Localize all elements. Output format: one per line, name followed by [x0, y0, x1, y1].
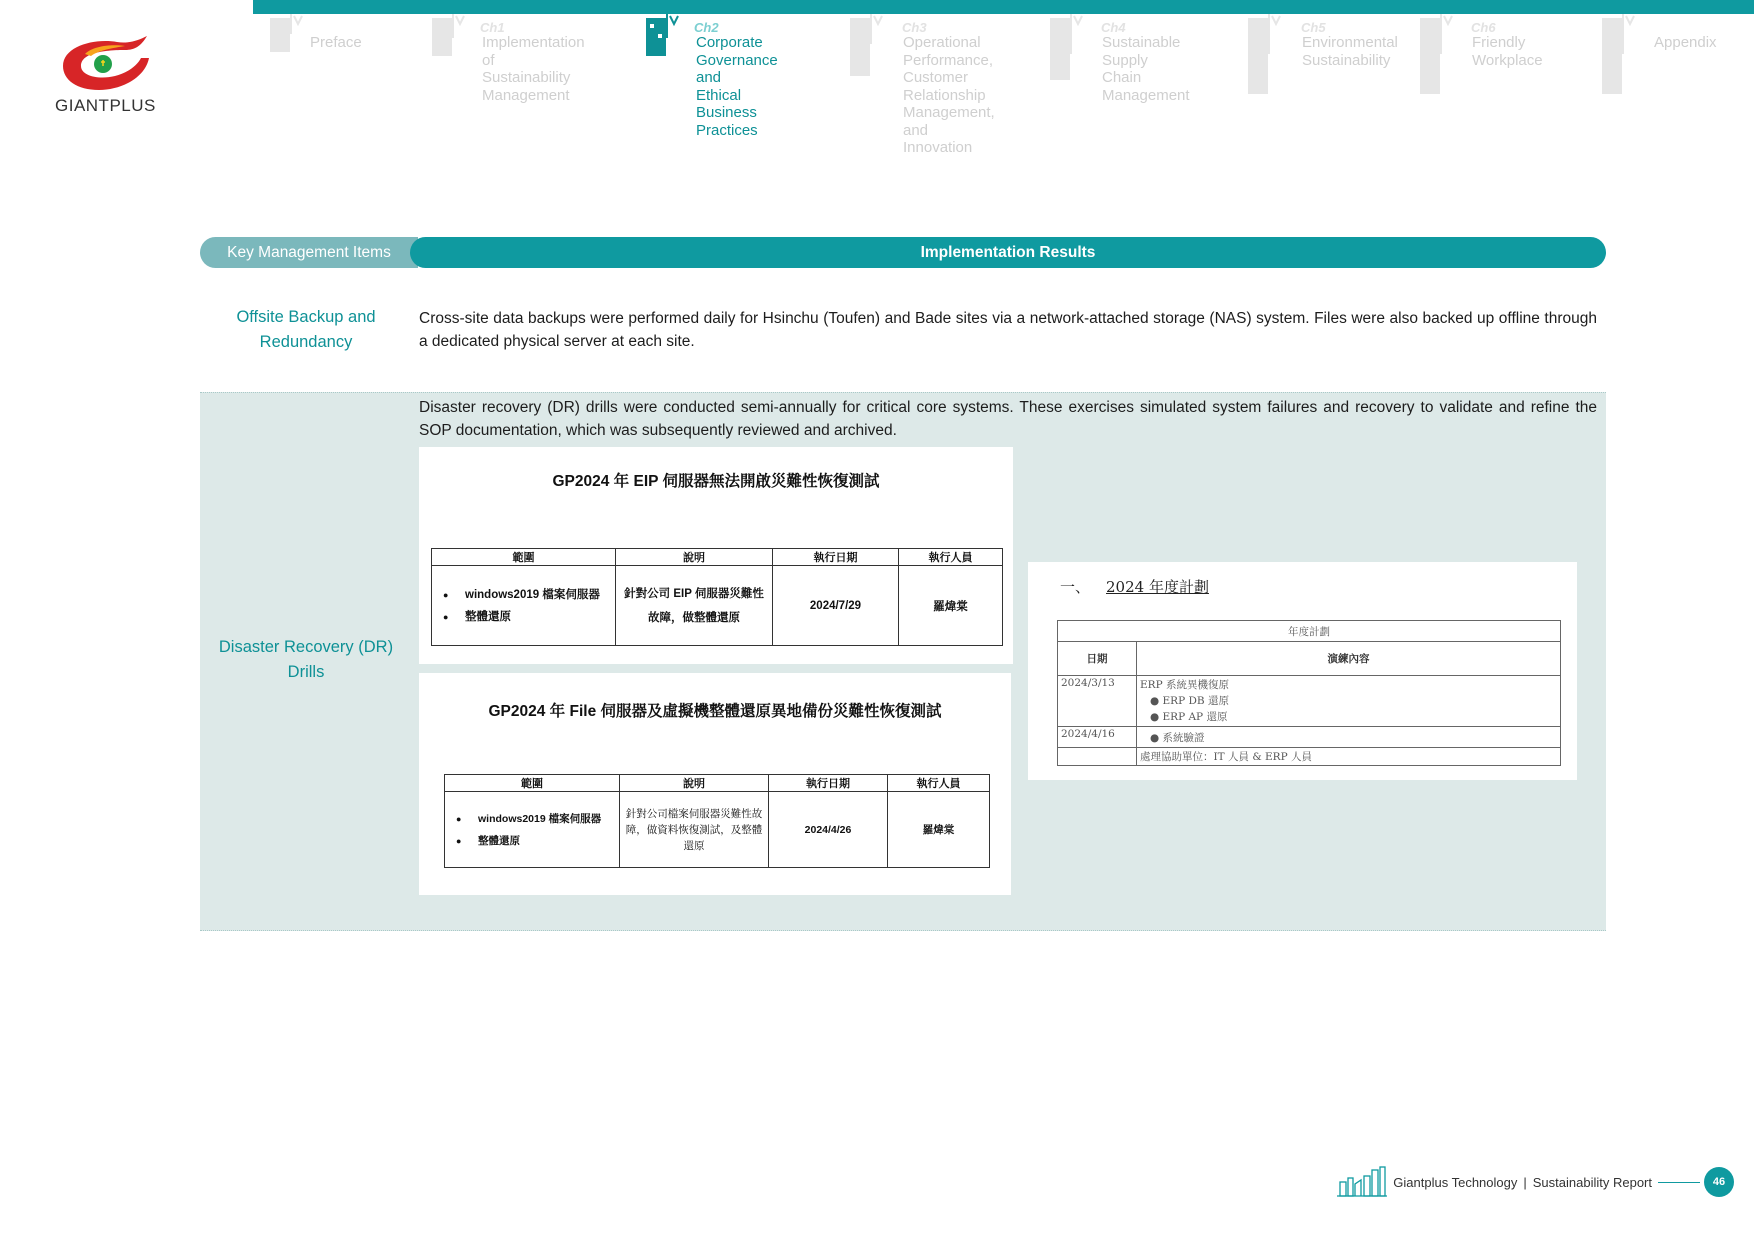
table-row — [445, 792, 990, 868]
building-icon — [1048, 14, 1094, 94]
table-row — [1058, 676, 1561, 727]
scope-item: ● 整體還原 — [448, 830, 616, 852]
column-header: 範圍 — [432, 549, 616, 566]
nav-chapter-number: Ch6 — [1471, 20, 1496, 35]
building-icon — [644, 14, 690, 94]
city-skyline-icon — [1335, 1166, 1389, 1198]
date-cell: 2024/3/13 — [1058, 676, 1137, 727]
eip-recovery-test-document — [419, 447, 1013, 664]
building-icon — [430, 14, 476, 94]
footer-divider — [1658, 1182, 1700, 1183]
nav-chapter-number: Ch5 — [1301, 20, 1326, 35]
person-cell: 羅煒棠 — [888, 792, 990, 868]
nav-chapter-number: Ch1 — [480, 20, 505, 35]
nav-chapter-number: Ch4 — [1101, 20, 1126, 35]
file-server-recovery-table — [444, 774, 990, 868]
header-key-management-items: Key Management Items — [200, 237, 418, 268]
column-header: 說明 — [616, 549, 773, 566]
footer-report-title: Sustainability Report — [1532, 1174, 1652, 1190]
building-icon — [1246, 14, 1292, 94]
nav-chapter-number: Ch3 — [902, 20, 927, 35]
column-header: 執行人員 — [888, 775, 990, 792]
eip-recovery-table — [431, 548, 1003, 646]
nav-label: Corporate Governance and Ethical Business Practices — [696, 34, 778, 139]
nav-label: Sustainable Supply Chain Management — [1102, 34, 1190, 104]
column-header: 執行日期 — [769, 775, 888, 792]
scope-item: ● 整體還原 — [435, 606, 612, 628]
building-icon — [268, 14, 314, 94]
document-title: GP2024 年 EIP 伺服器無法開啟災難性恢復測試 — [552, 473, 880, 490]
page-footer — [1335, 1167, 1734, 1197]
item-offsite-backup: Offsite Backup and Redundancy — [236, 308, 376, 351]
content-line: ● ERP DB 還原 — [1150, 695, 1229, 707]
content-line: ERP 系統異機復原 — [1140, 679, 1229, 691]
table-row — [1058, 727, 1561, 748]
nav-label: Friendly Workplace — [1472, 34, 1543, 69]
building-icon — [1600, 14, 1646, 94]
date-cell: 2024/4/16 — [1058, 727, 1137, 748]
chapter-navigation — [0, 14, 1754, 156]
footer-company: Giantplus Technology — [1393, 1174, 1518, 1190]
nav-label: Appendix — [1654, 34, 1717, 51]
content-line: ● 系統驗證 — [1137, 727, 1561, 748]
date-cell: 2024/7/29 — [773, 566, 899, 646]
plan-heading — [1060, 576, 1209, 597]
result-dr-drills: Disaster recovery (DR) drills were conducted semi-annually for critical core systems. These exercises simulated system failures and recovery to validate and refine the SOP documentation, which was subsequently reviewed and archived. — [419, 399, 1597, 439]
item-dr-drills: Disaster Recovery (DR) Drills — [218, 638, 394, 681]
nav-label: Operational Performance, Customer Relationship Management, and Innovation — [903, 34, 995, 156]
empty-cell — [1058, 748, 1137, 766]
column-header: 範圍 — [445, 775, 620, 792]
building-icon — [848, 14, 894, 94]
document-title: GP2024 年 File 伺服器及虛擬機整體還原異地備份災難性恢復測試 — [488, 703, 942, 720]
column-header: 日期 — [1058, 642, 1137, 676]
nav-label: Environmental Sustainability — [1302, 34, 1398, 69]
plan-number: 一、 — [1060, 578, 1091, 596]
file-server-recovery-test-document — [419, 673, 1011, 895]
plan-heading-text: 2024 年度計劃 — [1106, 578, 1209, 596]
footer-separator: | — [1523, 1174, 1527, 1190]
content-cell — [1137, 676, 1561, 727]
table-header-row — [432, 549, 1003, 566]
date-cell: 2024/4/26 — [769, 792, 888, 868]
plan-table-title: 年度計劃 — [1058, 621, 1561, 642]
logo-wordmark: GIANTPLUS — [55, 96, 156, 115]
page-number: 46 — [1704, 1167, 1734, 1197]
scope-item: ● windows2019 檔案伺服器 — [448, 808, 616, 830]
scope-item: ● windows2019 檔案伺服器 — [435, 584, 612, 606]
nav-chapter-number: Ch2 — [694, 20, 719, 35]
column-header: 說明 — [620, 775, 769, 792]
table-header-row — [445, 775, 990, 792]
scope-cell — [445, 792, 620, 868]
nav-label: Implementation of Sustainability Management — [482, 34, 585, 104]
person-cell: 羅煒棠 — [899, 566, 1003, 646]
column-header: 執行人員 — [899, 549, 1003, 566]
scope-cell — [432, 566, 616, 646]
nav-label: Preface — [310, 34, 362, 51]
column-header: 執行日期 — [773, 549, 899, 566]
description-cell: 針對公司檔案伺服器災難性故障，做資料恢復測試，及整體還原 — [620, 792, 769, 868]
content-line: ● ERP AP 還原 — [1150, 711, 1228, 723]
column-header: 演練內容 — [1137, 642, 1561, 676]
annual-plan-table — [1057, 620, 1561, 766]
header-implementation-results: Implementation Results — [410, 237, 1606, 268]
result-offsite-backup: Cross-site data backups were performed daily for Hsinchu (Toufen) and Bade sites via a network-attached storage (NAS) system. Files were also backed up offline through a dedicated physical server at each site. — [419, 310, 1597, 350]
plan-footnote: 處理協助單位：IT 人員 & ERP 人員 — [1137, 748, 1561, 766]
description-cell: 針對公司 EIP 伺服器災難性故障，做整體還原 — [616, 566, 773, 646]
building-icon — [1418, 14, 1464, 94]
table-row — [1058, 748, 1561, 766]
top-accent-bar — [253, 0, 1754, 14]
annual-plan-document — [1028, 562, 1577, 780]
table-row — [432, 566, 1003, 646]
table-header-row — [1058, 642, 1561, 676]
